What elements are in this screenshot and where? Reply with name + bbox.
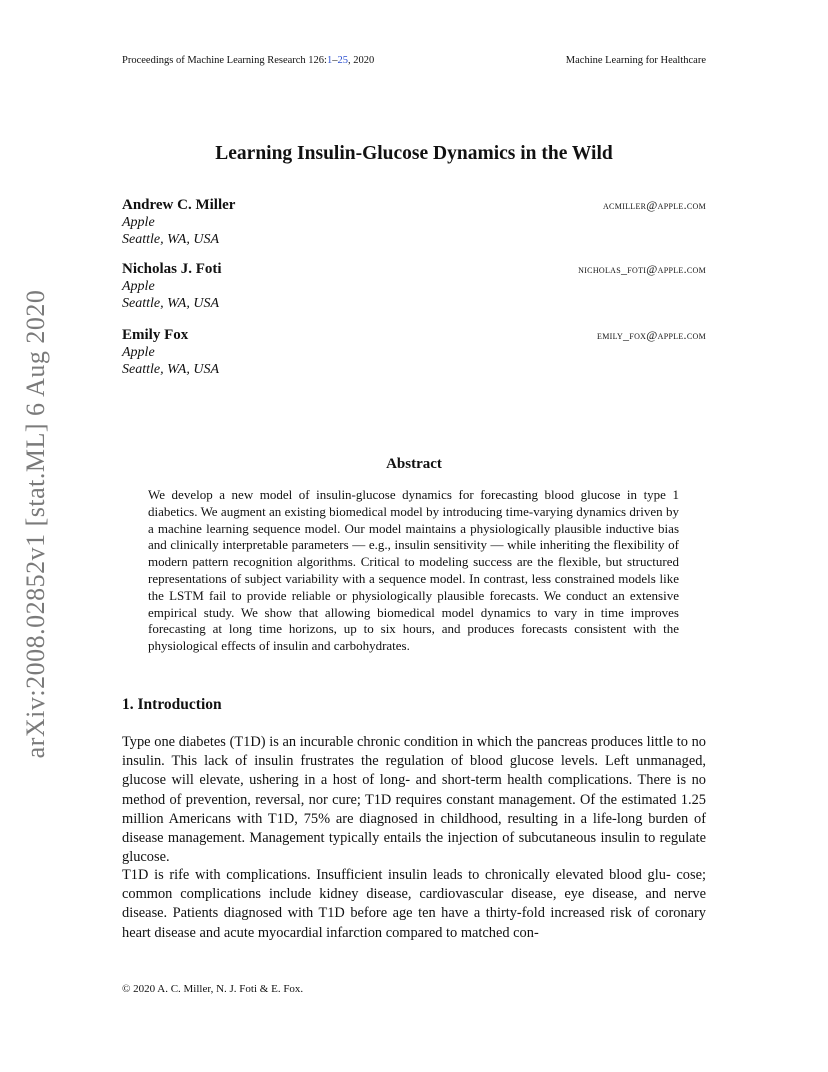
- abstract-text: We develop a new model of insulin-glucose dynamics for forecasting blood glucose in type 1 diabetics. We augment an existing biomedical model by introducing time-varying dynamics driven by a machine learning sequence model. Our model maintains a physiologically plausible inductive bias and clinically interpretable parameters — e.g., insulin sensitivity — while inheriting the flexibility of modern pattern recognition algorithms. Critical to modeling success are the flexible, but structured representations of subject variability with a sequence model. In contrast, less constrained models like the LSTM fail to provide reliable or physiologically plausible forecasts. We conduct an extensive empirical study. We show that allowing biomedical model dynamics to vary in time improves forecasting at long time horizons, up to six hours, and produces forecasts consistent with the physiological effects of insulin and carbohydrates.: [148, 487, 679, 654]
- author-block: [122, 260, 706, 312]
- header-year: , 2020: [347, 55, 375, 66]
- author-location: Seattle, WA, USA: [122, 296, 219, 311]
- page-range-dash: –: [332, 55, 338, 66]
- author-email[interactable]: nicholas_foti@apple.com: [578, 262, 706, 276]
- header-proceedings-text: Proceedings of Machine Learning Research 126:: [122, 55, 327, 66]
- page-start-link[interactable]: 1: [326, 55, 333, 66]
- copyright-footer: © 2020 A. C. Miller, N. J. Foti & E. Fox.: [122, 983, 304, 995]
- author-block: [122, 196, 706, 248]
- author-block: [122, 326, 706, 378]
- abstract-heading: Abstract: [386, 456, 442, 472]
- body-paragraph: T1D is rife with complications. Insufficient insulin leads to chronically elevated blood glu- cose; common complications include kidney disease, cardiovascular disease, eye disease, and nerve disease. Patients diagnosed with T1D before age ten have a thirty-fold increased risk of coronary heart disease and acute myocardial infarction compared to matched con-: [122, 867, 706, 941]
- body-paragraph: Type one diabetes (T1D) is an incurable chronic condition in which the pancreas produces little to no insulin. This lack of insulin frustrates the regulation of blood glucose levels. Left unmanaged, glucose will elevate, ushering in a host of long- and short-term health complications. There is no method of prevention, reversal, nor cure; T1D requires constant management. Of the estimated 1.25 million Americans with T1D, 75% are diagnosed in childhood, resulting in a life-long burden of disease management. Management typically entails the injection of subcutaneous insulin to regulate glucose.: [122, 734, 706, 866]
- author-name: Nicholas J. Foti: [122, 261, 222, 277]
- paper-title: Learning Insulin-Glucose Dynamics in the Wild: [215, 143, 613, 164]
- author-name: Emily Fox: [122, 327, 189, 343]
- author-email[interactable]: acmiller@apple.com: [602, 198, 706, 212]
- page-end-link[interactable]: 25: [337, 55, 348, 66]
- author-org: Apple: [122, 279, 155, 294]
- author-location: Seattle, WA, USA: [122, 362, 219, 377]
- running-header-left: [122, 55, 374, 66]
- running-header-right: Machine Learning for Healthcare: [565, 55, 706, 66]
- author-email[interactable]: emily_fox@apple.com: [597, 328, 706, 342]
- section-heading: 1. Introduction: [122, 696, 222, 713]
- author-org: Apple: [122, 215, 155, 230]
- author-location: Seattle, WA, USA: [122, 232, 219, 247]
- arxiv-side-stamp: arXiv:2008.02852v1 [stat.ML] 6 Aug 2020: [21, 289, 50, 759]
- author-org: Apple: [122, 345, 155, 360]
- author-name: Andrew C. Miller: [122, 197, 236, 213]
